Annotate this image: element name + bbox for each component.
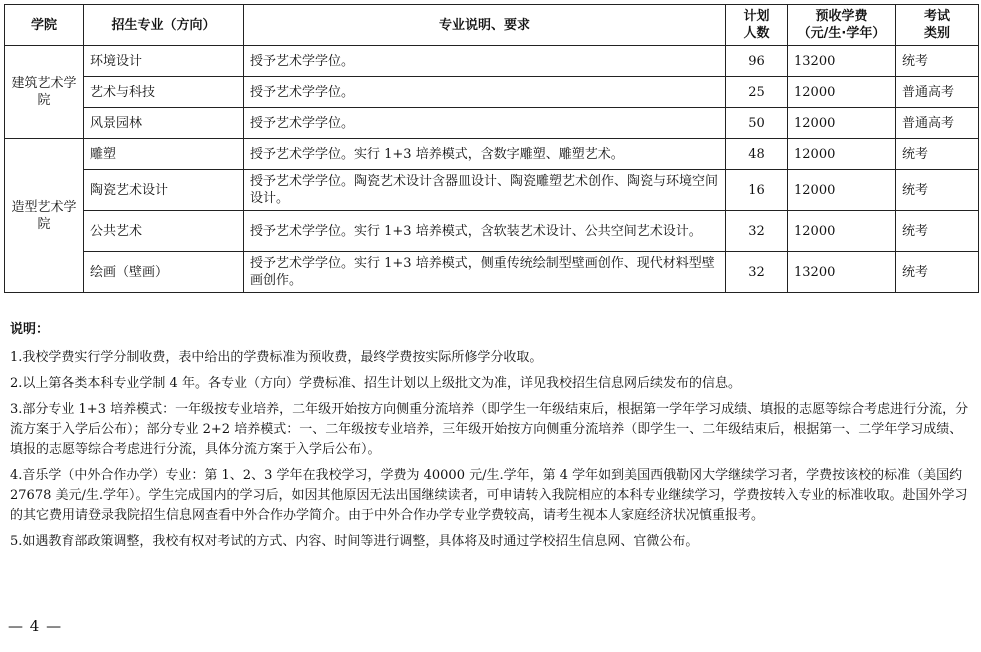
fee-cell: 12000 — [788, 139, 896, 170]
fee-cell: 12000 — [788, 211, 896, 252]
major-cell: 雕塑 — [84, 139, 244, 170]
header-plan-line2: 人数 — [743, 26, 770, 41]
description-cell: 授予艺术学学位。 — [244, 46, 726, 77]
major-cell: 绘画（壁画） — [84, 252, 244, 293]
fee-cell: 12000 — [788, 77, 896, 108]
header-college: 学院 — [5, 5, 84, 46]
description-cell: 授予艺术学学位。实行 1+3 培养模式，含数字雕塑、雕塑艺术。 — [244, 139, 726, 170]
notes-section — [10, 320, 974, 558]
fee-cell: 13200 — [788, 252, 896, 293]
exam-cell: 普通高考 — [896, 108, 979, 139]
description-cell: 授予艺术学学位。 — [244, 77, 726, 108]
description-cell: 授予艺术学学位。陶瓷艺术设计含器皿设计、陶瓷雕塑艺术创作、陶瓷与环境空间设计。 — [244, 170, 726, 211]
fee-cell: 12000 — [788, 170, 896, 211]
header-fee-line2: （元/生·学年） — [797, 26, 886, 41]
note-item: 1.我校学费实行学分制收费，表中给出的学费标准为预收费，最终学费按实际所修学分收取。 — [10, 350, 543, 365]
admissions-table — [4, 4, 979, 293]
major-cell: 环境设计 — [84, 46, 244, 77]
college-cell: 建筑艺术学院 — [5, 46, 84, 139]
header-plan — [726, 5, 788, 46]
description-cell: 授予艺术学学位。 — [244, 108, 726, 139]
exam-cell: 统考 — [896, 252, 979, 293]
description-cell: 授予艺术学学位。实行 1+3 培养模式，侧重传统绘制型壁画创作、现代材料型壁画创作。 — [244, 252, 726, 293]
plan-cell: 48 — [726, 139, 788, 170]
header-exam-line2: 类别 — [923, 26, 950, 41]
table-row — [5, 170, 979, 211]
exam-cell: 普通高考 — [896, 77, 979, 108]
table-row — [5, 211, 979, 252]
page-number: — 4 — — [8, 617, 63, 635]
major-cell: 风景园林 — [84, 108, 244, 139]
college-cell: 造型艺术学院 — [5, 139, 84, 293]
plan-cell: 16 — [726, 170, 788, 211]
table-row — [5, 139, 979, 170]
plan-cell: 32 — [726, 211, 788, 252]
header-fee-line1: 预收学费 — [815, 9, 868, 24]
exam-cell: 统考 — [896, 211, 979, 252]
header-major: 招生专业（方向） — [84, 5, 244, 46]
note-item: 2.以上第各类本科专业学制 4 年。各专业（方向）学费标准、招生计划以上级批文为准，详见我校招生信息网后续发布的信息。 — [10, 376, 741, 391]
header-exam — [896, 5, 979, 46]
table-row — [5, 46, 979, 77]
fee-cell: 13200 — [788, 46, 896, 77]
description-cell: 授予艺术学学位。实行 1+3 培养模式，含软装艺术设计、公共空间艺术设计。 — [244, 211, 726, 252]
plan-cell: 96 — [726, 46, 788, 77]
major-cell: 艺术与科技 — [84, 77, 244, 108]
note-item: 5.如遇教育部政策调整，我校有权对考试的方式、内容、时间等进行调整，具体将及时通过学校招生信息网、官微公布。 — [10, 534, 699, 549]
header-description: 专业说明、要求 — [244, 5, 726, 46]
header-fee — [788, 5, 896, 46]
notes-title: 说明： — [10, 322, 50, 337]
table-row — [5, 108, 979, 139]
fee-cell: 12000 — [788, 108, 896, 139]
exam-cell: 统考 — [896, 170, 979, 211]
header-plan-line1: 计划 — [743, 9, 770, 24]
table-row — [5, 252, 979, 293]
exam-cell: 统考 — [896, 46, 979, 77]
table-header-row — [5, 5, 979, 46]
header-exam-line1: 考试 — [923, 9, 950, 24]
note-item: 3.部分专业 1+3 培养模式：一年级按专业培养，二年级开始按方向侧重分流培养（即学生一年级结束后，根据第一学年学习成绩、填报的志愿等综合考虑进行分流，分流方案于入学后公布）；部分专业 2+2 培养模式：一、二年级按专业培养，三年级开始按方向侧重分流培养（即学生一、二年级结束后，根据第一、二学年学习成绩、填报的志愿等综合考虑进行分流，具体分流方案于入学后公布）。 — [10, 402, 969, 457]
major-cell: 公共艺术 — [84, 211, 244, 252]
note-item: 4.音乐学（中外合作办学）专业：第 1、2、3 学年在我校学习，学费为 40000 元/生.学年，第 4 学年如到美国西俄勒冈大学继续学习者，学费按该校的标准（美国约 27678 美元/生.学年）。学生完成国内的学习后，如因其他原因无法出国继续读者，可申请转入我院相应的本科专业继续学习，学费按转入专业的标准收取。赴国外学习的其它费用请登录我院招生信息网查看中外合作办学简介。由于中外合作办学专业学费较高，请考生视本人家庭经济状况慎重报考。 — [10, 468, 968, 523]
plan-cell: 32 — [726, 252, 788, 293]
major-cell: 陶瓷艺术设计 — [84, 170, 244, 211]
table-row — [5, 77, 979, 108]
plan-cell: 50 — [726, 108, 788, 139]
plan-cell: 25 — [726, 77, 788, 108]
exam-cell: 统考 — [896, 139, 979, 170]
